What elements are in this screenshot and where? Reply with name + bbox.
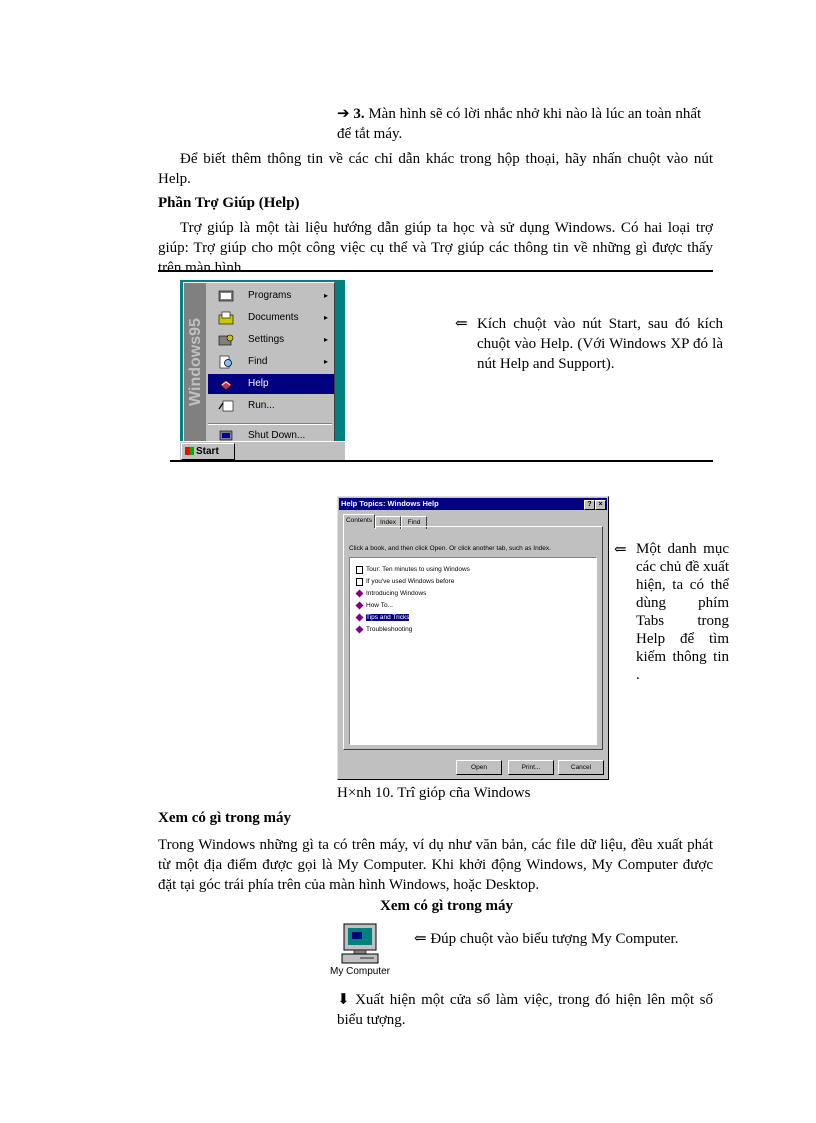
dialog-hint: Click a book, and then click Open. Or click another tab, such as Index. (349, 545, 551, 552)
topic-label: Introducing Windows (366, 590, 427, 597)
note-topics (614, 540, 729, 684)
subheading-my-computer: Xem có gì trong máy (380, 898, 514, 914)
topic-label: How To... (366, 602, 393, 609)
my-computer-label: My Computer (329, 966, 390, 977)
documents-icon (218, 311, 234, 325)
topic-item[interactable] (356, 576, 454, 587)
book-icon (356, 590, 364, 598)
paragraph-more-info: Để biết thêm thông tin về các chỉ dẫn khác trong hộp thoại, hãy nhấn chuột vào nút Help. (158, 151, 713, 187)
find-icon (218, 355, 234, 369)
close-button[interactable]: × (595, 500, 606, 510)
topic-item[interactable] (356, 600, 393, 611)
heading-help: Phần Trợ Giúp (Help) (158, 195, 300, 211)
heading-my-computer: Xem có gì trong máy (158, 810, 292, 826)
book-icon (356, 626, 364, 634)
menu-item-label: Programs (248, 290, 292, 301)
note-window (337, 990, 713, 1030)
start-button-label: Start (196, 446, 219, 457)
menu-item-label: Find (248, 356, 268, 367)
menu-item-documents[interactable] (208, 308, 334, 328)
topic-label: Tour: Ten minutes to using Windows (366, 566, 470, 573)
programs-icon (218, 289, 234, 303)
rule-top (158, 270, 713, 272)
help-question-button[interactable]: ? (584, 500, 595, 510)
windows95-brand: Windows95 (187, 318, 204, 406)
step-number: 3. (353, 106, 365, 122)
topics-list[interactable] (349, 557, 597, 745)
settings-icon (218, 333, 234, 347)
tab-contents[interactable]: Contents (343, 514, 375, 528)
note-double-click (414, 929, 678, 949)
menu-item-label: Help (248, 378, 269, 389)
menu-item-shut-down[interactable] (208, 426, 334, 442)
arrow-left-icon: ⇐ (614, 542, 627, 558)
book-icon (356, 602, 364, 610)
topic-item[interactable] (356, 588, 426, 599)
arrow-left-icon: ⇐ (414, 931, 427, 947)
note-topics-text: Một danh mục các chủ đề xuất hiện, ta có thể dùng phím Tabs trong Help để tìm kiếm thông tin . (636, 541, 729, 683)
rule-bottom (170, 460, 713, 462)
topic-label: If you've used Windows before (366, 578, 455, 585)
topic-item[interactable] (356, 624, 412, 635)
tab-find[interactable]: Find (401, 516, 427, 529)
arrow-right-icon: ➔ (337, 106, 350, 122)
dialog-title-bar (339, 498, 607, 510)
page-question-icon (356, 578, 363, 586)
figure-caption: H×nh 10. Trî gióp cña Windows (337, 785, 531, 801)
windows95-band (184, 283, 206, 441)
start-button[interactable] (181, 443, 235, 460)
note-start-help-text: Kích chuột vào nút Start, sau đó kích chuột vào Help. (Với Windows XP đó là nút Help and Support). (477, 316, 723, 372)
arrow-down-icon: ⬇ (337, 992, 350, 1008)
submenu-arrow-icon: ▸ (323, 291, 328, 300)
menu-item-find[interactable] (208, 352, 334, 372)
arrow-left-icon: ⇐ (455, 316, 468, 332)
page-question-icon (356, 566, 363, 574)
step-3-text (337, 104, 713, 144)
book-icon (356, 614, 364, 622)
tab-index[interactable]: Index (375, 516, 401, 529)
paragraph-my-computer: Trong Windows những gì ta có trên máy, ví dụ như văn bản, các file dữ liệu, đều xuất phát từ một địa điểm được gọi là My Computer. Khi khởi động Windows, My Computer được đặt tại góc trái phía trên của màn hình Windows, hoặc Desktop. (158, 837, 713, 893)
menu-separator (208, 423, 332, 425)
menu-item-label: Settings (248, 334, 285, 345)
topic-item-selected[interactable] (356, 612, 409, 623)
run-icon (218, 399, 234, 413)
paragraph-help: Trợ giúp là một tài liệu hướng dẫn giúp ta học và sử dụng Windows. Có hai loại trợ giúp: Trợ giúp cho một công việc cụ thể và Trợ giúp các thông tin về những gì được thấy trên màn hình. (158, 220, 713, 276)
cancel-button[interactable]: Cancel (558, 760, 604, 775)
topic-item[interactable] (356, 564, 470, 575)
dialog-title: Help Topics: Windows Help (341, 499, 439, 508)
open-button[interactable]: Open (456, 760, 502, 775)
submenu-arrow-icon: ▸ (323, 335, 328, 344)
note-window-text: Xuất hiện một cửa sổ làm việc, trong đó hiện lên một số biểu tượng. (337, 992, 713, 1028)
start-menu-screenshot (180, 280, 345, 460)
print-button[interactable]: Print... (508, 760, 554, 775)
menu-item-label: Run... (248, 400, 275, 411)
step-3-body: Màn hình sẽ có lời nhắc nhở khi nào là lúc an toàn nhất để tắt máy. (337, 106, 702, 142)
windows-logo-icon (185, 447, 194, 455)
help-topics-dialog (337, 496, 609, 780)
menu-item-label: Shut Down... (248, 430, 306, 441)
menu-item-run[interactable] (208, 396, 334, 416)
topic-label: Tips and Tricks (366, 614, 410, 621)
menu-item-help[interactable] (208, 374, 334, 394)
submenu-arrow-icon: ▸ (323, 313, 328, 322)
topic-label: Troubleshooting (366, 626, 413, 633)
submenu-arrow-icon: ▸ (323, 357, 328, 366)
menu-item-programs[interactable] (208, 286, 334, 306)
menu-item-settings[interactable] (208, 330, 334, 350)
note-start-help (455, 314, 723, 374)
menu-item-label: Documents (248, 312, 299, 323)
start-menu (183, 282, 335, 442)
help-icon (218, 377, 234, 391)
note-double-click-text: Đúp chuột vào biểu tượng My Computer. (426, 931, 679, 947)
